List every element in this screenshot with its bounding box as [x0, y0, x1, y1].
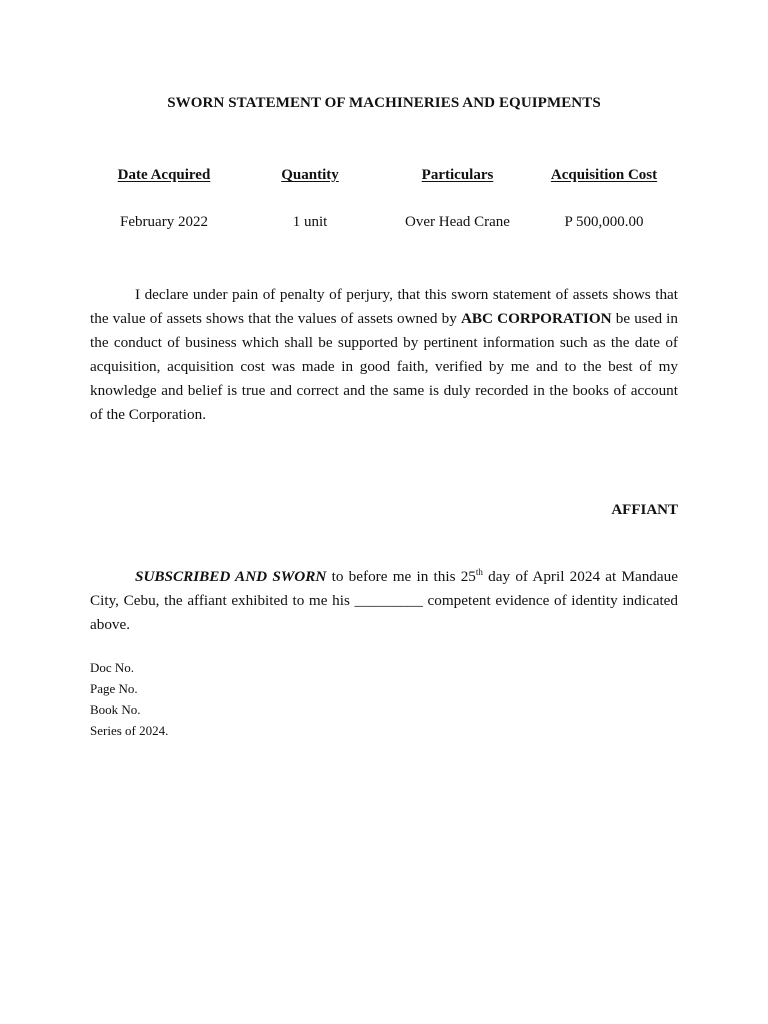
document-title: SWORN STATEMENT OF MACHINERIES AND EQUIPMENTS: [167, 95, 601, 111]
cell-quantity: 1 unit: [292, 214, 328, 230]
cell-date-acquired: February 2022: [120, 214, 208, 230]
book-number-entry: Book No.: [90, 702, 141, 717]
affiant-label: AFFIANT: [611, 502, 678, 518]
company-name: ABC CORPORATION: [460, 310, 612, 327]
declaration-text-end: be used in the conduct of business which shall be supported by pertinent information such as the date of acquisition, acquisition cost was made in good faith, verified by me and to the best of my knowledge and belief is true and correct and the same is duly recorded in the books of account of the Corporation.: [90, 310, 678, 423]
page-number-entry: Page No.: [90, 681, 138, 696]
header-acquisition-cost: Acquisition Cost: [550, 167, 658, 183]
cell-particulars: Over Head Crane: [405, 214, 510, 230]
jurat-text-end: day of April 2024 at Mandaue City, Cebu, the affiant exhibited to me his _________ competent evidence of identity indicated above.: [90, 568, 678, 633]
series-entry: Series of 2024.: [90, 723, 169, 738]
declaration-paragraph: [90, 283, 678, 427]
ordinal-suffix: th: [475, 567, 483, 577]
cell-acquisition-cost: P 500,000.00: [564, 214, 644, 230]
notarial-entries: [90, 657, 168, 741]
jurat-emphasis: SUBSCRIBED AND SWORN: [135, 568, 327, 585]
declaration-text-start: I declare under pain of penalty of perjury, that this sworn statement of assets shows that the value of assets shows that the values of assets owned by: [90, 286, 678, 327]
jurat-text-start: to before me in this 25: [326, 568, 476, 585]
header-particulars: Particulars: [421, 167, 494, 183]
header-quantity: Quantity: [281, 167, 339, 183]
doc-number-entry: Doc No.: [90, 660, 135, 675]
jurat-paragraph: [90, 565, 678, 637]
header-date-acquired: Date Acquired: [117, 167, 211, 183]
